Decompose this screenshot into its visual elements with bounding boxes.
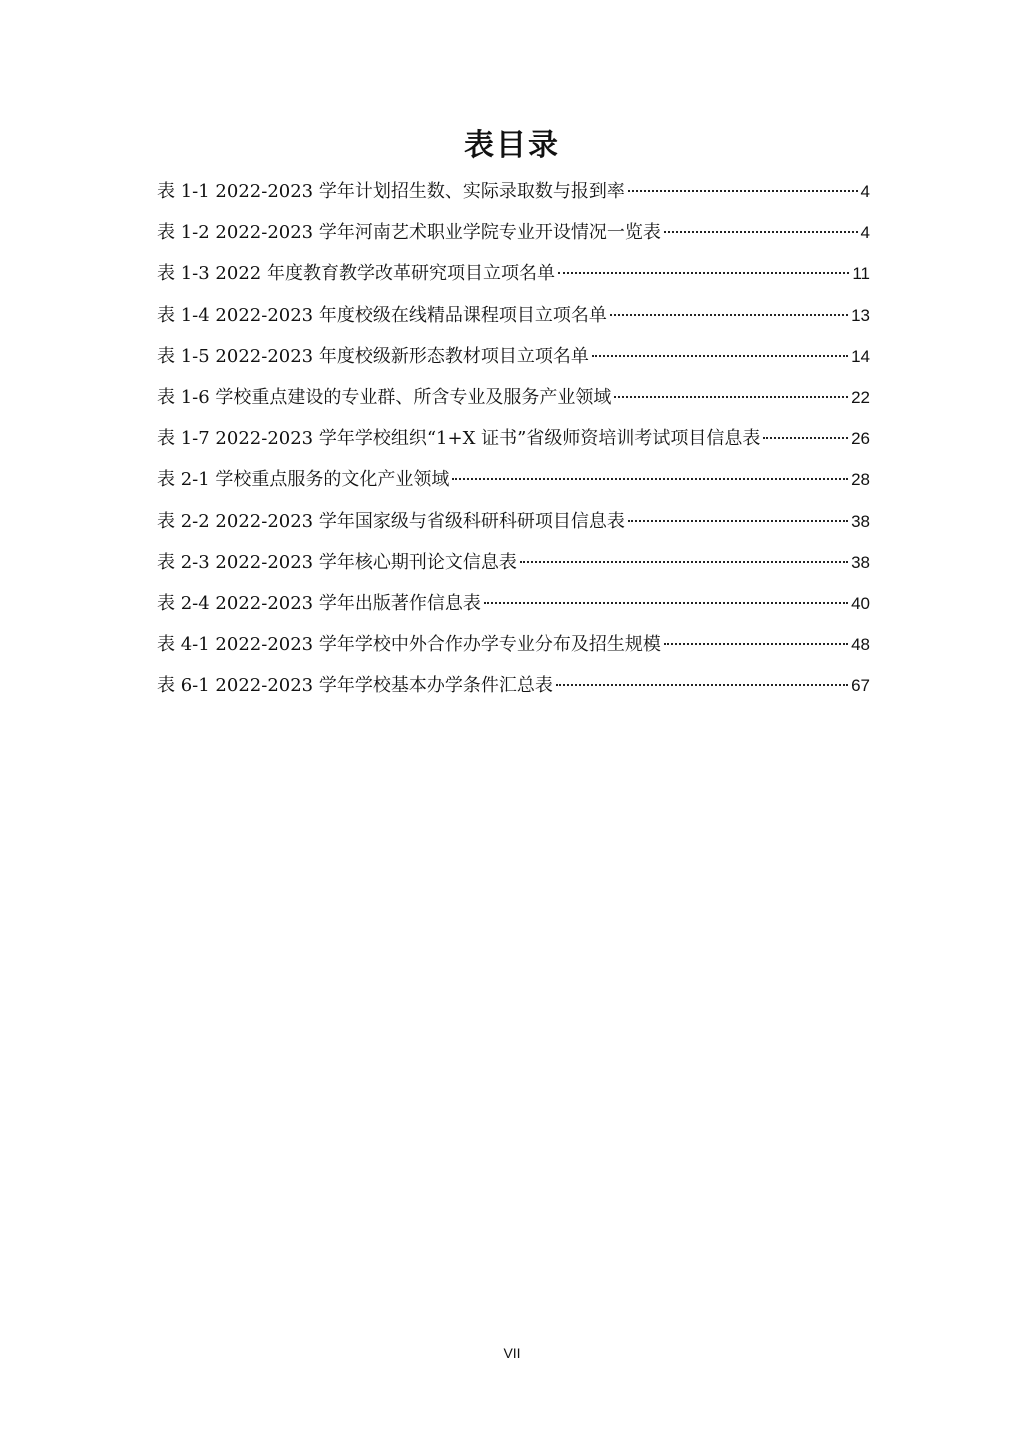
toc-entry[interactable] (157, 171, 870, 212)
toc-entry-label: 表 1-7 2022-2023 学年学校组织“1+X 证书”省级师资培训考试项目信息表 (157, 428, 761, 450)
toc-entry-label: 表 1-3 2022 年度教育教学改革研究项目立项名单 (157, 263, 555, 285)
toc-entry-label: 表 4-1 2022-2023 学年学校中外合作办学专业分布及招生规模 (157, 634, 661, 656)
toc-entry[interactable] (157, 542, 870, 583)
toc-entry-page: 28 (851, 470, 870, 490)
dot-leader (664, 231, 858, 233)
dot-leader (484, 602, 848, 604)
toc-entry-label: 表 2-2 2022-2023 学年国家级与省级科研科研项目信息表 (157, 510, 625, 532)
toc-entry-page: 4 (860, 223, 870, 243)
toc-entry-page: 11 (852, 264, 870, 284)
toc-entry-page: 22 (851, 387, 870, 407)
dot-leader (452, 478, 848, 480)
toc-entry[interactable] (157, 418, 870, 459)
toc-entry[interactable] (157, 295, 870, 336)
toc-entry-page: 14 (851, 346, 870, 366)
toc-entry-page: 38 (851, 552, 870, 572)
toc-entry-label: 表 2-1 学校重点服务的文化产业领域 (157, 469, 450, 491)
dot-leader (664, 643, 848, 645)
dot-leader (610, 314, 848, 316)
toc-entry[interactable] (157, 253, 870, 294)
dot-leader (628, 190, 858, 192)
toc-entry-label: 表 1-1 2022-2023 学年计划招生数、实际录取数与报到率 (157, 181, 625, 202)
toc-entry-page: 67 (851, 676, 870, 696)
toc-entry-label: 表 1-4 2022-2023 年度校级在线精品课程项目立项名单 (157, 304, 607, 326)
toc-entry[interactable] (157, 583, 870, 624)
dot-leader (558, 272, 849, 274)
toc-entry-page: 13 (851, 305, 870, 325)
dot-leader (614, 396, 848, 398)
toc-entry-label: 表 1-6 学校重点建设的专业群、所含专业及服务产业领域 (157, 386, 612, 408)
dot-leader (628, 520, 848, 522)
toc-entry-label: 表 2-4 2022-2023 学年出版著作信息表 (157, 592, 481, 614)
dot-leader (556, 684, 848, 686)
dot-leader (520, 561, 848, 563)
toc-entry[interactable] (157, 624, 870, 665)
toc-entry[interactable] (157, 459, 870, 500)
toc-entry-page: 4 (860, 182, 870, 201)
toc-entry-page: 48 (851, 635, 870, 655)
toc-entry-label: 表 6-1 2022-2023 学年学校基本办学条件汇总表 (157, 675, 553, 697)
toc-entry[interactable] (157, 501, 870, 542)
table-of-contents-list (157, 171, 870, 706)
page-number: VII (503, 1345, 521, 1361)
toc-entry[interactable] (157, 336, 870, 377)
toc-entry[interactable] (157, 665, 870, 706)
toc-entry-label: 表 1-2 2022-2023 学年河南艺术职业学院专业开设情况一览表 (157, 222, 661, 244)
dot-leader (763, 437, 848, 439)
page-title: 表目录 (464, 128, 560, 163)
toc-entry-page: 38 (851, 511, 870, 531)
toc-entry-label: 表 1-5 2022-2023 年度校级新形态教材项目立项名单 (157, 345, 589, 367)
toc-entry-label: 表 2-3 2022-2023 学年核心期刊论文信息表 (157, 551, 517, 573)
dot-leader (592, 355, 848, 357)
toc-entry[interactable] (157, 377, 870, 418)
toc-entry[interactable] (157, 212, 870, 253)
toc-entry-page: 40 (851, 593, 870, 613)
toc-entry-page: 26 (851, 429, 870, 449)
